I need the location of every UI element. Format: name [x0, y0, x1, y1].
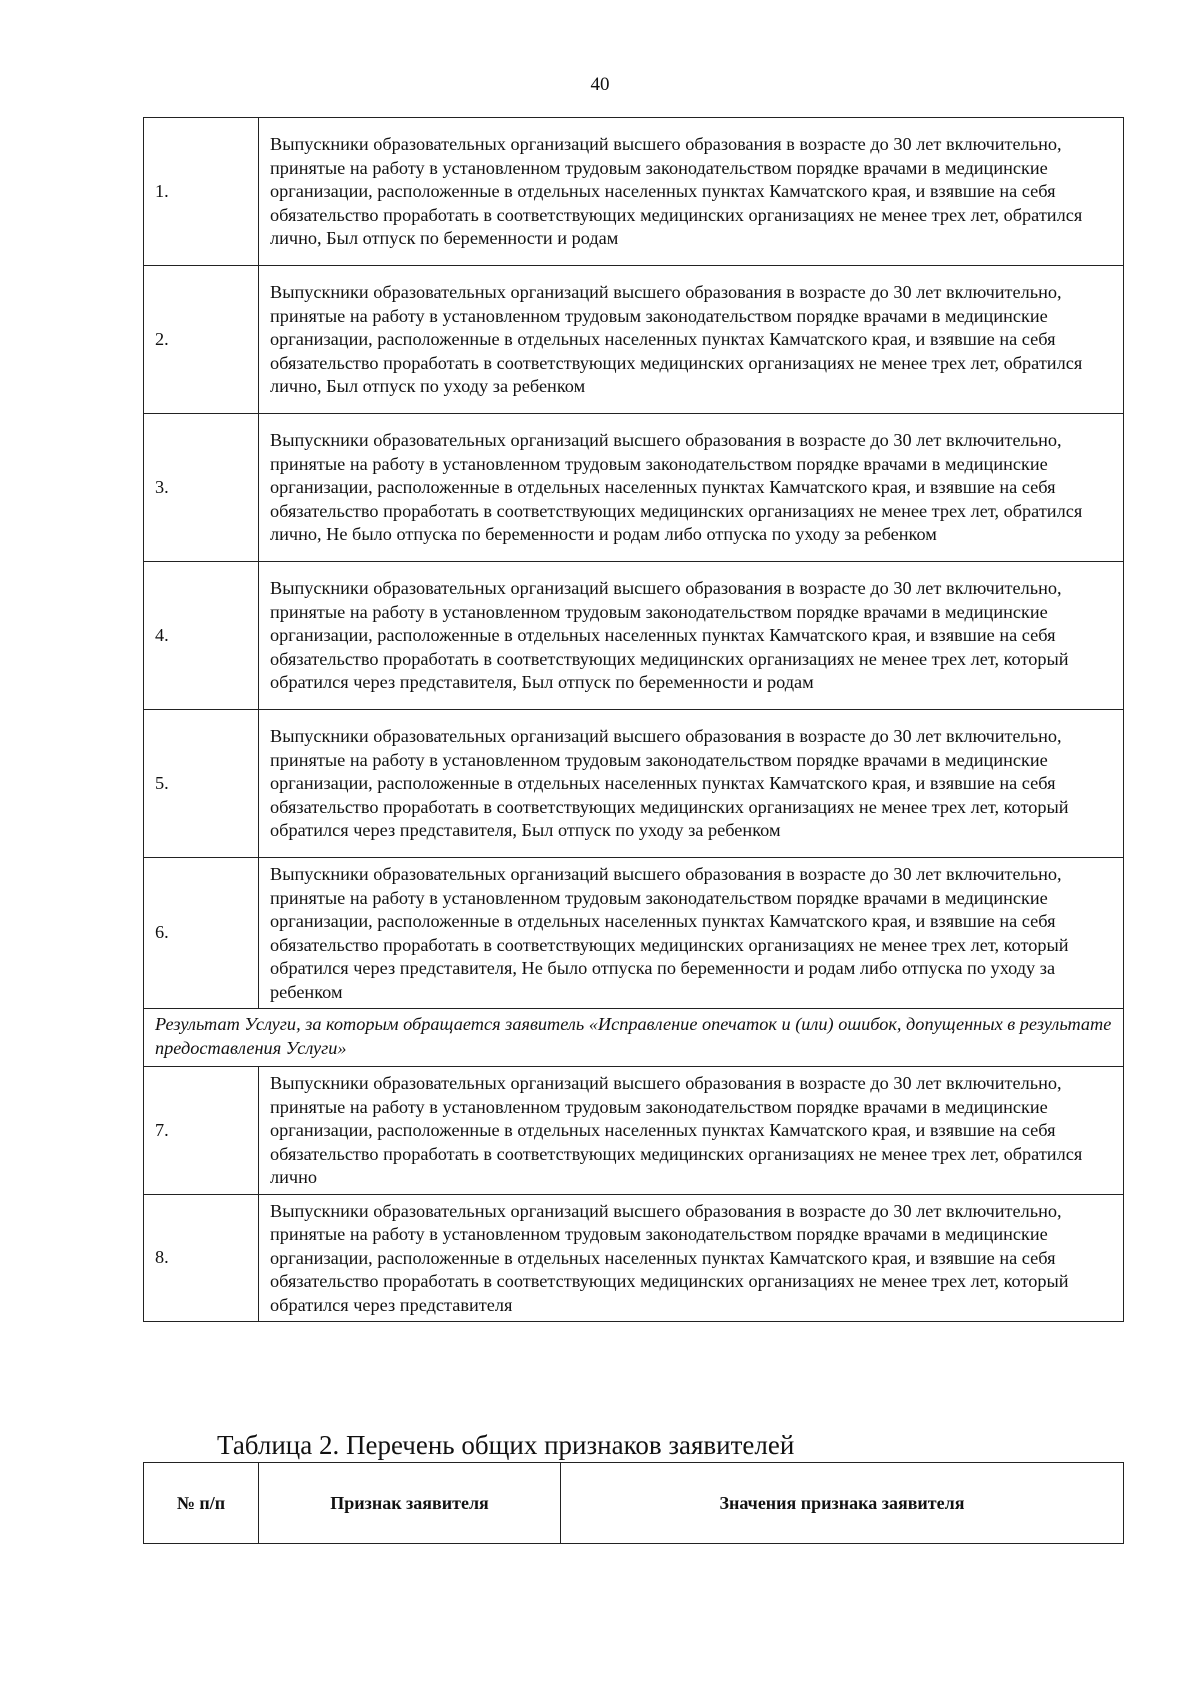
row-description: Выпускники образовательных организаций высшего образования в возрасте до 30 лет включительно, принятые на работу в установленном трудовым законодательством порядке врачами в медицинские организации, расположенные в отдельных населенных пунктах Камчатского края, и взявшие на себя обязательство проработать в соответствующих медицинских организациях не менее трех лет, который обратился через представителя, Не было отпуска по беременности и родам либо отпуска по уходу за ребенком	[259, 858, 1124, 1009]
row-description: Выпускники образовательных организаций высшего образования в возрасте до 30 лет включительно, принятые на работу в установленном трудовым законодательством порядке врачами в медицинские организации, расположенные в отдельных населенных пунктах Камчатского края, и взявшие на себя обязательство проработать в соответствующих медицинских организациях не менее трех лет, который обратился через представителя, Был отпуск по уходу за ребенком	[259, 710, 1124, 858]
applicant-variants-table	[143, 117, 1124, 1322]
column-header-values: Значения признака заявителя	[561, 1463, 1124, 1544]
table-row	[144, 118, 1124, 266]
row-number: 2.	[144, 266, 259, 414]
table-row	[144, 710, 1124, 858]
row-number: 7.	[144, 1067, 259, 1195]
table2-caption: Таблица 2. Перечень общих признаков заявителей	[217, 1430, 795, 1460]
row-description: Выпускники образовательных организаций высшего образования в возрасте до 30 лет включительно, принятые на работу в установленном трудовым законодательством порядке врачами в медицинские организации, расположенные в отдельных населенных пунктах Камчатского края, и взявшие на себя обязательство проработать в соответствующих медицинских организациях не менее трех лет, обратился лично, Был отпуск по беременности и родам	[259, 118, 1124, 266]
section-heading: Результат Услуги, за которым обращается заявитель «Исправление опечаток и (или) ошибок, допущенных в результате предоставления Услуги»	[144, 1009, 1124, 1067]
row-description: Выпускники образовательных организаций высшего образования в возрасте до 30 лет включительно, принятые на работу в установленном трудовым законодательством порядке врачами в медицинские организации, расположенные в отдельных населенных пунктах Камчатского края, и взявшие на себя обязательство проработать в соответствующих медицинских организациях не менее трех лет, который обратился через представителя, Был отпуск по беременности и родам	[259, 562, 1124, 710]
column-header-feature: Признак заявителя	[259, 1463, 561, 1544]
row-number: 3.	[144, 414, 259, 562]
row-number: 8.	[144, 1194, 259, 1322]
row-description: Выпускники образовательных организаций высшего образования в возрасте до 30 лет включительно, принятые на работу в установленном трудовым законодательством порядке врачами в медицинские организации, расположенные в отдельных населенных пунктах Камчатского края, и взявшие на себя обязательство проработать в соответствующих медицинских организациях не менее трех лет, который обратился через представителя	[259, 1194, 1124, 1322]
row-description: Выпускники образовательных организаций высшего образования в возрасте до 30 лет включительно, принятые на работу в установленном трудовым законодательством порядке врачами в медицинские организации, расположенные в отдельных населенных пунктах Камчатского края, и взявшие на себя обязательство проработать в соответствующих медицинских организациях не менее трех лет, обратился лично, Не было отпуска по беременности и родам либо отпуска по уходу за ребенком	[259, 414, 1124, 562]
table-row	[144, 266, 1124, 414]
row-description: Выпускники образовательных организаций высшего образования в возрасте до 30 лет включительно, принятые на работу в установленном трудовым законодательством порядке врачами в медицинские организации, расположенные в отдельных населенных пунктах Камчатского края, и взявшие на себя обязательство проработать в соответствующих медицинских организациях не менее трех лет, обратился лично	[259, 1067, 1124, 1195]
row-number: 1.	[144, 118, 259, 266]
section-row	[144, 1009, 1124, 1067]
row-description: Выпускники образовательных организаций высшего образования в возрасте до 30 лет включительно, принятые на работу в установленном трудовым законодательством порядке врачами в медицинские организации, расположенные в отдельных населенных пунктах Камчатского края, и взявшие на себя обязательство проработать в соответствующих медицинских организациях не менее трех лет, обратился лично, Был отпуск по уходу за ребенком	[259, 266, 1124, 414]
table-header-row	[144, 1463, 1124, 1544]
column-header-number: № п/п	[144, 1463, 259, 1544]
row-number: 4.	[144, 562, 259, 710]
row-number: 5.	[144, 710, 259, 858]
row-number: 6.	[144, 858, 259, 1009]
page-number: 40	[590, 74, 610, 95]
table-row	[144, 858, 1124, 1009]
table-row	[144, 1194, 1124, 1322]
table-row	[144, 562, 1124, 710]
table-row	[144, 414, 1124, 562]
common-features-table	[143, 1462, 1124, 1544]
table-row	[144, 1067, 1124, 1195]
